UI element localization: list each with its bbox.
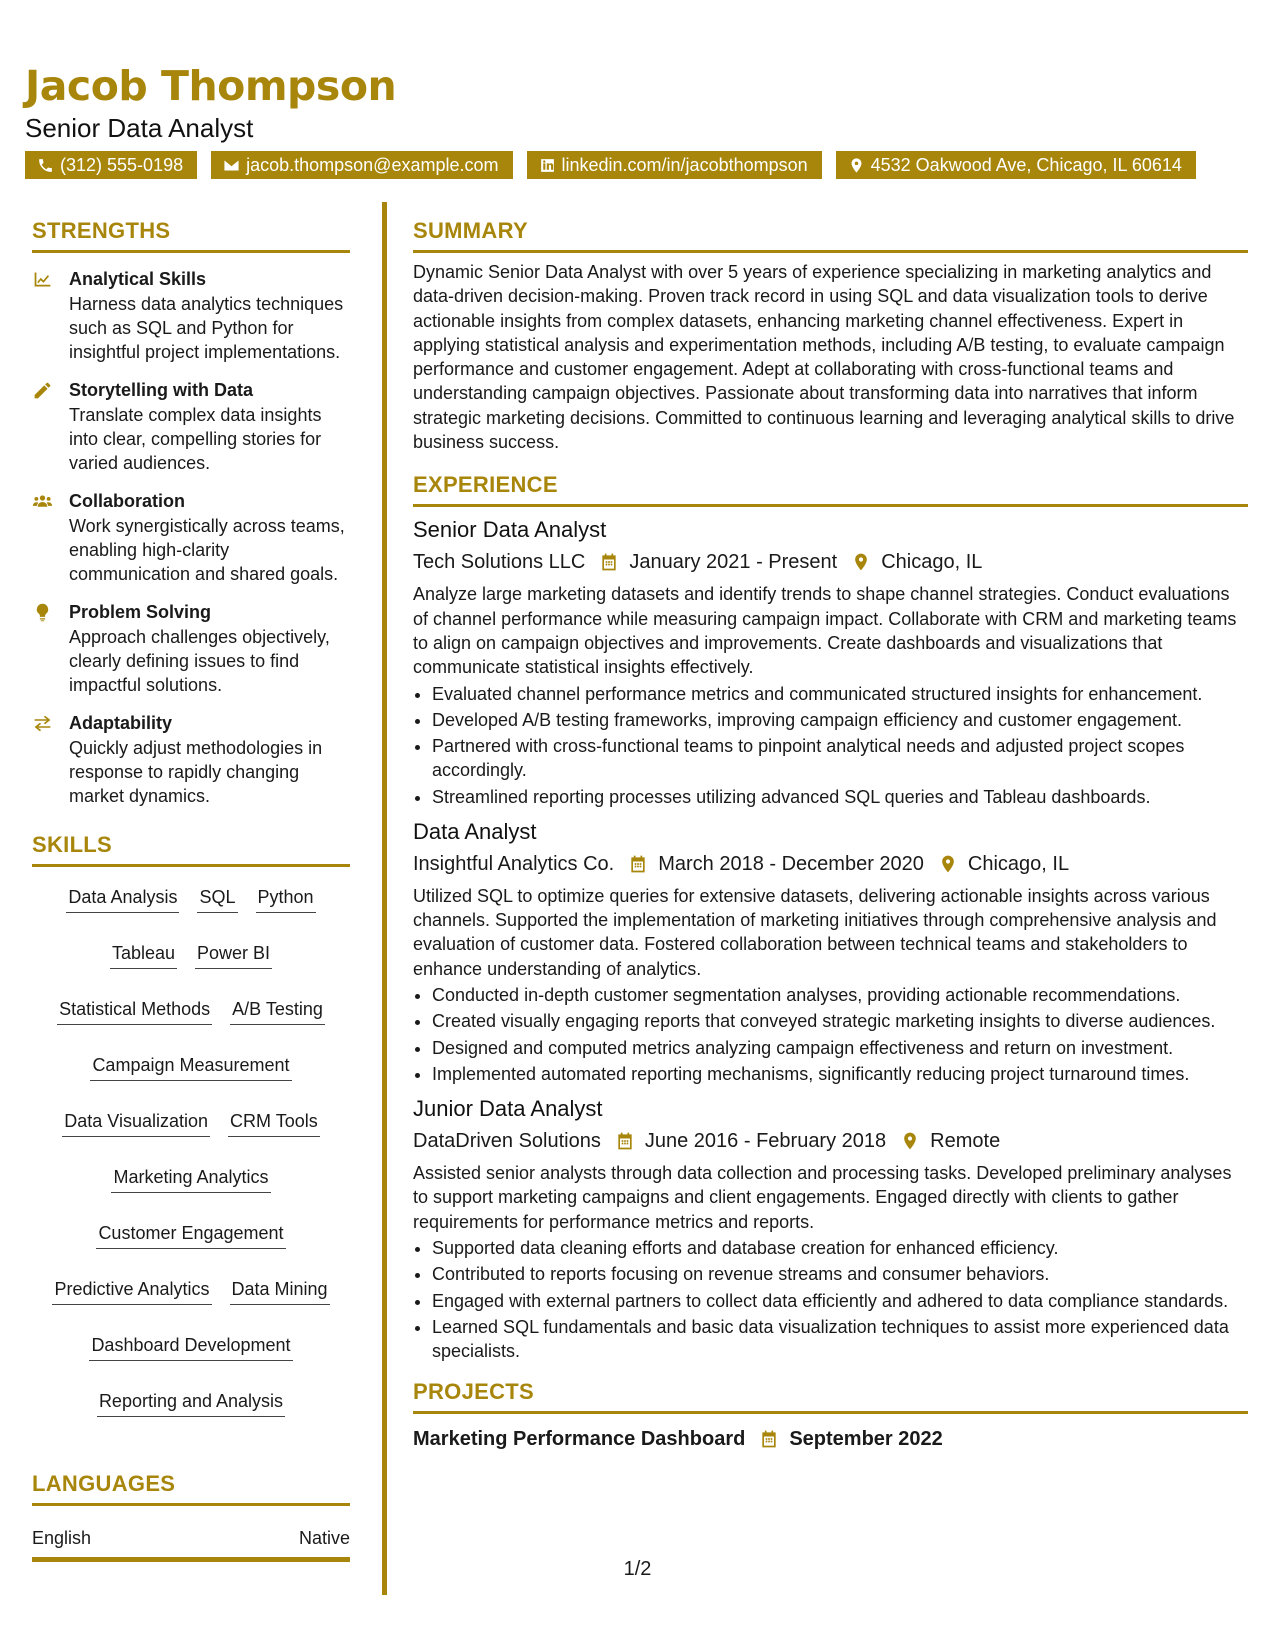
job-location: Chicago, IL [881, 551, 983, 574]
section-heading: STRENGTHS [32, 218, 171, 243]
skill-tag: A/B Testing [230, 997, 325, 1025]
skill-tag: Python [256, 885, 316, 913]
project-name: Marketing Performance Dashboard [413, 1428, 746, 1451]
strength-desc: Harness data analytics techniques such as SQL and Python for insightful project implementations. [69, 294, 344, 362]
skill-tag: Statistical Methods [57, 997, 212, 1025]
job-meta [413, 547, 1248, 577]
contact-address-text: 4532 Oakwood Ave, Chicago, IL 60614 [870, 155, 1182, 175]
job-dates: June 2016 - February 2018 [644, 1130, 887, 1153]
section-rule [32, 250, 350, 253]
right-column [413, 216, 1248, 1454]
strength-name: Adaptability [69, 713, 173, 733]
location-pin-icon [848, 157, 865, 174]
section-rule [413, 250, 1248, 253]
strengths-section [32, 216, 350, 808]
job-bullet: • Evaluated channel performance metrics and communicated structured insights for enhancement. [432, 682, 1248, 706]
strength-desc: Work synergistically across teams, enabling high-clarity communication and shared goals. [69, 516, 345, 584]
strength-name: Problem Solving [69, 602, 212, 622]
strength-desc: Approach challenges objectively, clearly defining issues to find impactful solutions. [69, 627, 330, 695]
job-company: DataDriven Solutions [413, 1130, 601, 1153]
users-icon [32, 491, 53, 512]
calendar-icon [759, 1429, 779, 1449]
page-number: 1/2 [623, 1558, 652, 1580]
job-title: Senior Data Analyst [413, 517, 607, 543]
summary-text: Dynamic Senior Data Analyst with over 5 years of experience specializing in marketing analytics and data-driven decision-making. Proven track record in using SQL and data visualization tools to derive actionable insights from complex datasets, enhancing marketing channel effectiveness. Expert in applying statistical analysis and experimentation methods, including A/B testing, to evaluate campaign performance and customer engagement. Adept at collaborating with cross-functional teams and understanding campaign objectives. Passionate about transforming data into narratives that inform strategic marketing decisions. Committed to continuous learning and leveraging analytical skills to drive business success. [413, 262, 1235, 453]
envelope-icon [223, 157, 240, 174]
job-entry [413, 515, 1248, 808]
skill-tag: Reporting and Analysis [97, 1389, 285, 1417]
calendar-icon [628, 854, 648, 874]
section-rule [32, 1503, 350, 1506]
strength-desc: Quickly adjust methodologies in response to rapidly changing market dynamics. [69, 738, 323, 806]
job-title: Data Analyst [413, 818, 537, 844]
job-description: Utilized SQL to optimize queries for extensive datasets, delivering actionable insights across various channels. Supported the implementation of marketing initiatives through comprehensive analysis and evaluation of customer data. Fostered collaboration between technical teams and stakeholders to enhance understanding of analytics. [413, 885, 1217, 979]
strength-desc: Translate complex data insights into clear, compelling stories for varied audiences. [69, 405, 322, 473]
skill-tag: Campaign Measurement [90, 1053, 291, 1081]
phone-icon [37, 157, 54, 174]
skill-tag: Marketing Analytics [111, 1165, 270, 1193]
job-bullet: • Designed and computed metrics analyzing campaign effectiveness and return on investment. [432, 1036, 1248, 1060]
contact-linkedin-text: linkedin.com/in/jacobthompson [561, 155, 808, 175]
skills-section [32, 830, 350, 1417]
calendar-icon [599, 552, 619, 572]
contact-phone[interactable] [25, 151, 197, 179]
job-description: Analyze large marketing datasets and identify trends to shape channel strategies. Conduct evaluations of channel performance while measuring campaign impact. Collaborate with CRM and marketing teams to align on campaign objectives and improvements. Create dashboards and visualizations that communicate statistical insights effectively. [413, 584, 1237, 678]
section-rule [32, 864, 350, 867]
candidate-name: Jacob Thompson [25, 62, 397, 110]
skill-tag: Data Visualization [62, 1109, 210, 1137]
section-heading: SUMMARY [413, 218, 528, 243]
skill-tag: Customer Engagement [96, 1221, 285, 1249]
strengths-list [32, 266, 350, 808]
location-pin-icon [851, 552, 871, 572]
summary-section [413, 216, 1248, 454]
language-row [32, 1526, 350, 1550]
location-pin-icon [900, 1131, 920, 1151]
project-entry [413, 1424, 1248, 1454]
language-name: English [32, 1528, 92, 1548]
contact-phone-text: (312) 555-0198 [60, 155, 184, 175]
project-date: September 2022 [789, 1428, 943, 1451]
chart-line-icon [32, 269, 53, 290]
projects-section [413, 1377, 1248, 1454]
job-bullets [413, 682, 1248, 809]
lightbulb-icon [32, 602, 53, 623]
strength-item [32, 599, 350, 697]
skill-tag: Tableau [110, 941, 177, 969]
strength-item [32, 488, 350, 586]
job-bullets [413, 1236, 1248, 1363]
section-heading: EXPERIENCE [413, 472, 558, 498]
candidate-title: Senior Data Analyst [25, 113, 254, 143]
job-bullet: • Partnered with cross-functional teams to pinpoint analytical needs and adjusted project scopes accordingly. [432, 734, 1248, 782]
job-bullet: • Developed A/B testing frameworks, improving campaign efficiency and customer engagement. [432, 708, 1248, 732]
job-bullet: • Contributed to reports focusing on revenue streams and consumer behaviors. [432, 1262, 1248, 1286]
strength-name: Collaboration [69, 491, 185, 511]
strength-name: Analytical Skills [69, 269, 207, 289]
job-company: Tech Solutions LLC [413, 551, 586, 574]
section-heading: SKILLS [32, 832, 113, 857]
skill-tag: Dashboard Development [89, 1333, 292, 1361]
job-dates: March 2018 - December 2020 [658, 852, 924, 875]
calendar-icon [615, 1131, 635, 1151]
job-meta [413, 1126, 1248, 1156]
contact-email-text: jacob.thompson@example.com [246, 155, 499, 175]
resume-header [25, 60, 1255, 179]
job-bullet: • Supported data cleaning efforts and database creation for enhanced efficiency. [432, 1236, 1248, 1260]
language-level: Native [298, 1528, 350, 1548]
strength-item [32, 710, 350, 808]
skills-list [32, 885, 350, 1417]
skill-tag: CRM Tools [228, 1109, 320, 1137]
strength-item [32, 266, 350, 364]
strength-name: Storytelling with Data [69, 380, 254, 400]
job-entry [413, 817, 1248, 1086]
location-pin-icon [938, 854, 958, 874]
languages-section [32, 1469, 350, 1562]
skill-tag: Predictive Analytics [52, 1277, 211, 1305]
job-entry [413, 1094, 1248, 1363]
skill-tag: Data Mining [230, 1277, 330, 1305]
job-bullet: • Created visually engaging reports that conveyed strategic marketing insights to diverse audiences. [432, 1009, 1248, 1033]
job-bullet: • Learned SQL fundamentals and basic data visualization techniques to assist more experienced data specialists. [432, 1315, 1248, 1363]
job-description: Assisted senior analysts through data collection and processing tasks. Developed preliminary analyses to support marketing campaigns and client engagements. Engaged directly with clients to gather requirements for performance metrics and reports. [413, 1163, 1232, 1232]
skill-tag: Data Analysis [66, 885, 179, 913]
pencil-icon [32, 380, 53, 401]
section-rule [413, 504, 1248, 507]
job-bullet: • Implemented automated reporting mechanisms, significantly reducing project turnaround times. [432, 1062, 1248, 1086]
job-bullet: • Engaged with external partners to collect data efficiently and adhered to data compliance standards. [432, 1289, 1248, 1313]
contact-address[interactable] [836, 151, 1196, 179]
section-rule [413, 1411, 1248, 1414]
job-title: Junior Data Analyst [413, 1096, 603, 1122]
contact-bar [25, 151, 1255, 179]
linkedin-icon [539, 157, 556, 174]
job-company: Insightful Analytics Co. [413, 852, 615, 875]
section-heading: PROJECTS [413, 1379, 534, 1405]
job-location: Remote [930, 1130, 1001, 1153]
contact-linkedin[interactable] [527, 151, 822, 179]
skill-tag: SQL [197, 885, 237, 913]
job-bullet: • Streamlined reporting processes utilizing advanced SQL queries and Tableau dashboards. [432, 785, 1248, 809]
left-column [32, 216, 350, 1562]
job-bullet: • Conducted in-depth customer segmentation analyses, providing actionable recommendations. [432, 983, 1248, 1007]
job-bullets [413, 983, 1248, 1086]
column-divider [382, 202, 387, 1595]
job-meta [413, 849, 1248, 879]
job-location: Chicago, IL [967, 852, 1070, 875]
section-heading: LANGUAGES [32, 1471, 176, 1496]
experience-section [413, 470, 1248, 1363]
job-dates: January 2021 - Present [629, 551, 838, 574]
contact-email[interactable] [211, 151, 512, 179]
skill-tag: Power BI [195, 941, 272, 969]
exchange-arrows-icon [32, 713, 53, 734]
strength-item [32, 377, 350, 475]
